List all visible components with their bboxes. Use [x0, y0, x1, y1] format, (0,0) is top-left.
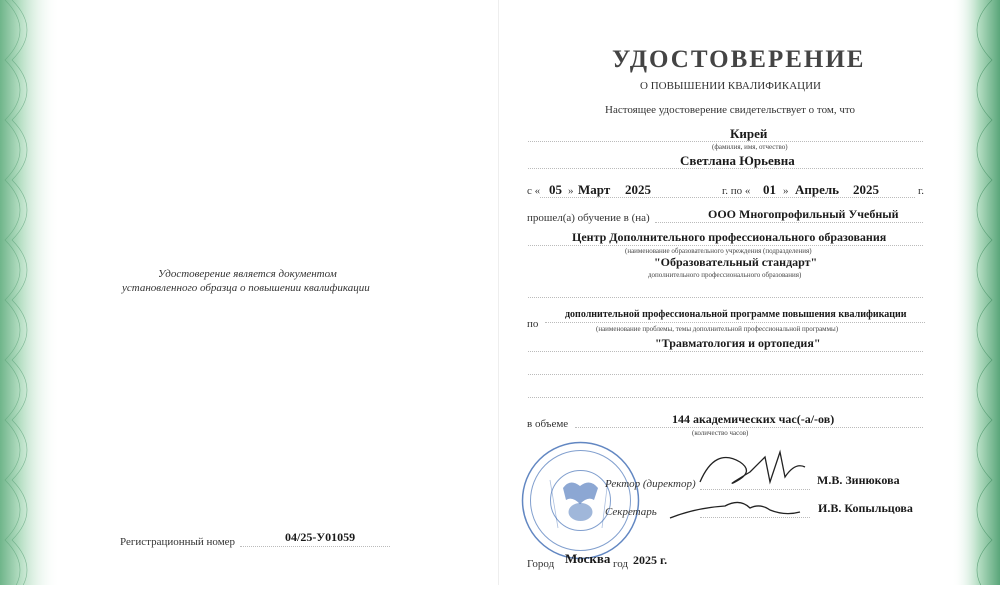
- seal-emblem-icon: [518, 438, 643, 563]
- rector-label: Ректор (директор): [605, 478, 696, 490]
- intro-text: Настоящее удостоверение свидетельствует о том, что: [605, 104, 856, 116]
- org-blank-rule: [528, 297, 923, 298]
- city-value: Москва: [565, 551, 611, 566]
- date-to-month: Апрель: [795, 182, 840, 197]
- year-label: год: [613, 558, 629, 570]
- surname-line: [528, 141, 923, 142]
- reg-number-value: 04/25-У01059: [285, 530, 356, 544]
- volume-value: 144 академических час(-а/-ов): [672, 412, 835, 426]
- program-blank-rule-2: [528, 397, 923, 398]
- program-caption: (наименование проблемы, темы дополнительной профессиональной программы): [596, 325, 839, 333]
- date-to-day: 01: [763, 182, 776, 197]
- program-blank-rule-1: [528, 374, 923, 375]
- name-caption: (фамилия, имя, отчество): [712, 143, 788, 151]
- volume-rule: [575, 427, 923, 428]
- reg-number-line: [240, 546, 390, 547]
- org-line-2-rule: [528, 245, 923, 246]
- left-border-pattern: [0, 0, 60, 585]
- given-names-line: [528, 168, 923, 169]
- surname-value: Кирей: [730, 126, 768, 141]
- secretary-rule: [700, 517, 810, 518]
- secretary-label: Секретарь: [605, 506, 657, 518]
- page-fold: [498, 0, 499, 585]
- date-from-close: »: [568, 185, 574, 197]
- left-guilloche-border: [0, 0, 60, 585]
- program-line-2: "Травматология и ортопедия": [655, 336, 821, 350]
- program-line-1: дополнительной профессиональной программе повышения квалификации: [565, 309, 907, 320]
- secretary-signature: [665, 488, 805, 528]
- program-label: по: [527, 318, 539, 330]
- year-value: 2025 г.: [633, 553, 668, 567]
- right-border-pattern: [952, 0, 1000, 585]
- trained-label: прошел(а) обучение в (на): [527, 212, 650, 224]
- org-line-1-rule: [655, 222, 923, 223]
- dates-line: [540, 197, 915, 198]
- city-label: Город: [527, 558, 555, 570]
- given-names-value: Светлана Юрьевна: [680, 153, 795, 168]
- certificate-subtitle: О ПОВЫШЕНИИ КВАЛИФИКАЦИИ: [640, 80, 821, 92]
- date-from-prefix: с «: [527, 185, 541, 197]
- date-from-month: Март: [578, 182, 611, 197]
- date-to-year: 2025: [853, 182, 879, 197]
- certificate-title: УДОСТОВЕРЕНИЕ: [612, 46, 866, 73]
- date-to-close: »: [783, 185, 789, 197]
- program-line-1-rule: [545, 322, 925, 323]
- org-line-1: ООО Многопрофильный Учебный: [708, 207, 899, 221]
- org-caption-2: дополнительного профессионального образования): [648, 271, 802, 279]
- org-line-3: "Образовательный стандарт": [654, 255, 818, 269]
- right-guilloche-border: [952, 0, 1000, 585]
- volume-label: в объеме: [527, 418, 569, 430]
- date-suffix: г.: [918, 185, 925, 197]
- program-line-2-rule: [528, 351, 923, 352]
- org-caption-1: (наименование образовательного учреждения (подразделения): [625, 247, 812, 255]
- secretary-name: И.В. Копыльцова: [818, 501, 913, 515]
- date-from-day: 05: [549, 182, 562, 197]
- reg-number-label: Регистрационный номер: [120, 536, 236, 548]
- secretary-signature-mark: [665, 488, 805, 528]
- official-seal: [518, 438, 643, 563]
- volume-caption: (количество часов): [692, 429, 749, 437]
- date-to-prefix: г. по «: [722, 185, 751, 197]
- rector-name: М.В. Зинюкова: [817, 473, 900, 487]
- org-line-2: Центр Дополнительного профессионального образования: [572, 230, 887, 244]
- left-note-line-1: Удостоверение является документом: [158, 268, 337, 280]
- date-from-year: 2025: [625, 182, 651, 197]
- left-note-line-2: установленного образца о повышении квалификации: [122, 282, 370, 294]
